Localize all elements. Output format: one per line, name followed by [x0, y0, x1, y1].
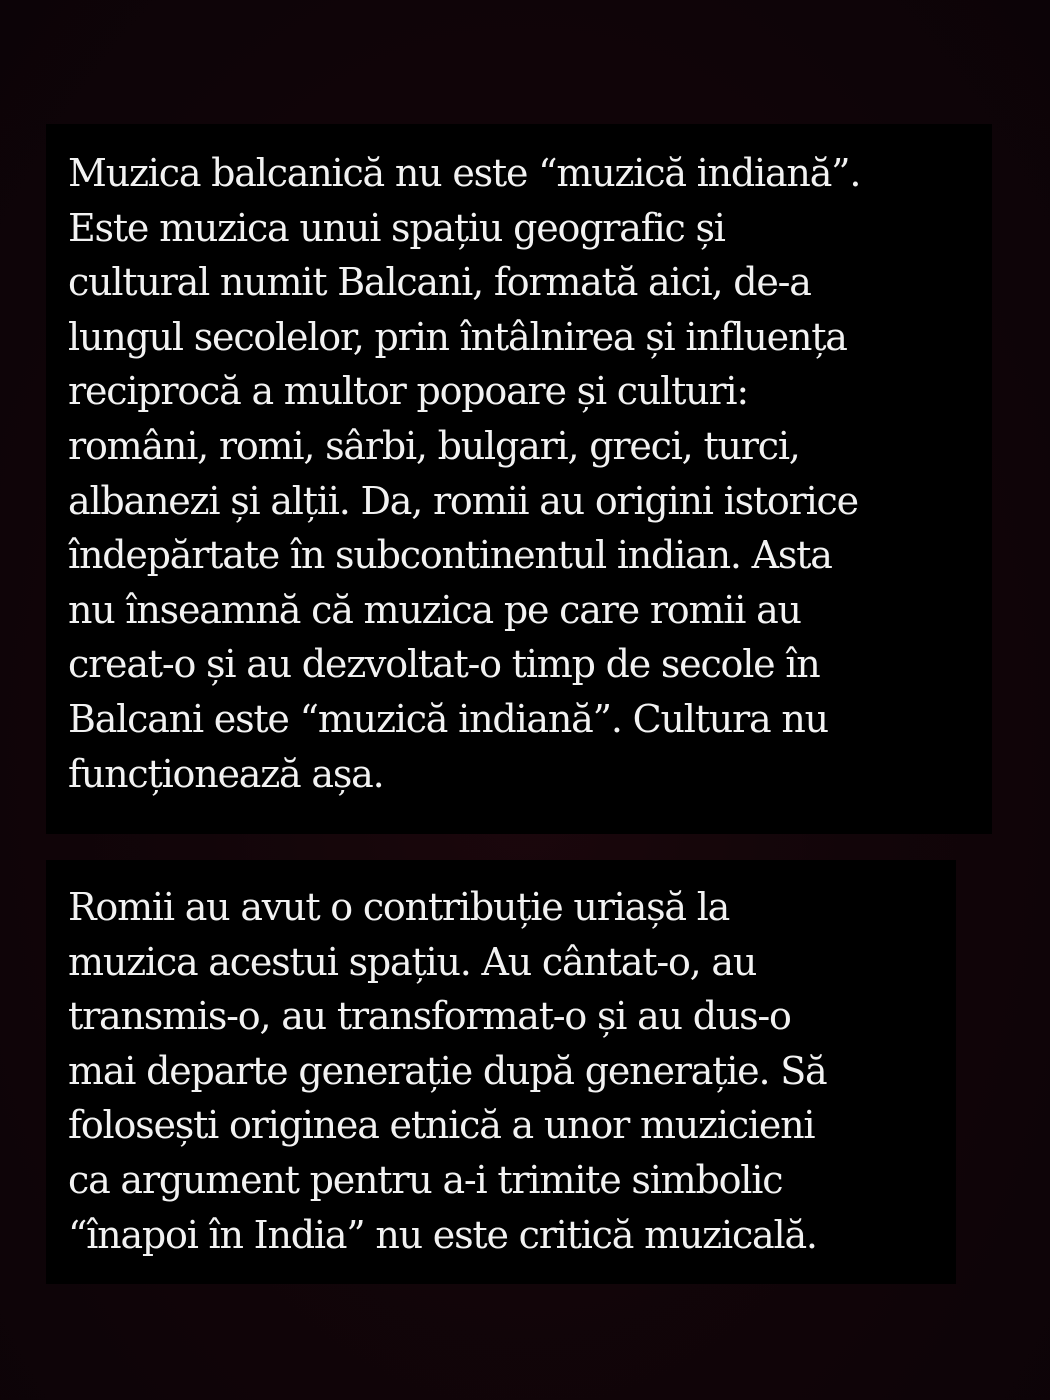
- text-line: albanezi și alții. Da, romii au origini istorice: [68, 478, 858, 523]
- text-line: folosești originea etnică a unor muzicieni: [68, 1103, 815, 1148]
- text-line: transmis-o, au transformat-o și au dus-o: [68, 994, 791, 1039]
- text-line: români, romi, sârbi, bulgari, greci, turci,: [68, 423, 800, 468]
- text-line: nu înseamnă că muzica pe care romii au: [68, 587, 801, 632]
- text-line: lungul secolelor, prin întâlnirea și influența: [68, 314, 847, 359]
- text-line: funcționează așa.: [68, 751, 384, 796]
- text-line: cultural numit Balcani, formată aici, de-a: [68, 260, 811, 305]
- text-line: îndepărtate în subcontinentul indian. Asta: [68, 533, 832, 578]
- text-line: “înapoi în India” nu este critică muzicală.: [68, 1212, 817, 1257]
- text-line: mai departe generație după generație. Să: [68, 1048, 827, 1093]
- text-line: ca argument pentru a-i trimite simbolic: [68, 1157, 783, 1202]
- text-line: Este muzica unui spațiu geografic și: [68, 205, 725, 250]
- story-text-block-1: [46, 124, 992, 834]
- text-line: creat-o și au dezvoltat-o timp de secole în: [68, 642, 820, 687]
- text-line: Balcani este “muzică indiană”. Cultura nu: [68, 696, 828, 741]
- text-line: reciprocă a multor popoare și culturi:: [68, 369, 748, 414]
- text-line: Romii au avut o contribuție uriașă la: [68, 885, 730, 929]
- story-text-block-2: [46, 860, 956, 1284]
- text-line: muzica acestui spațiu. Au cântat-o, au: [68, 939, 757, 984]
- text-line: Muzica balcanică nu este “muzică indiană”.: [68, 151, 861, 195]
